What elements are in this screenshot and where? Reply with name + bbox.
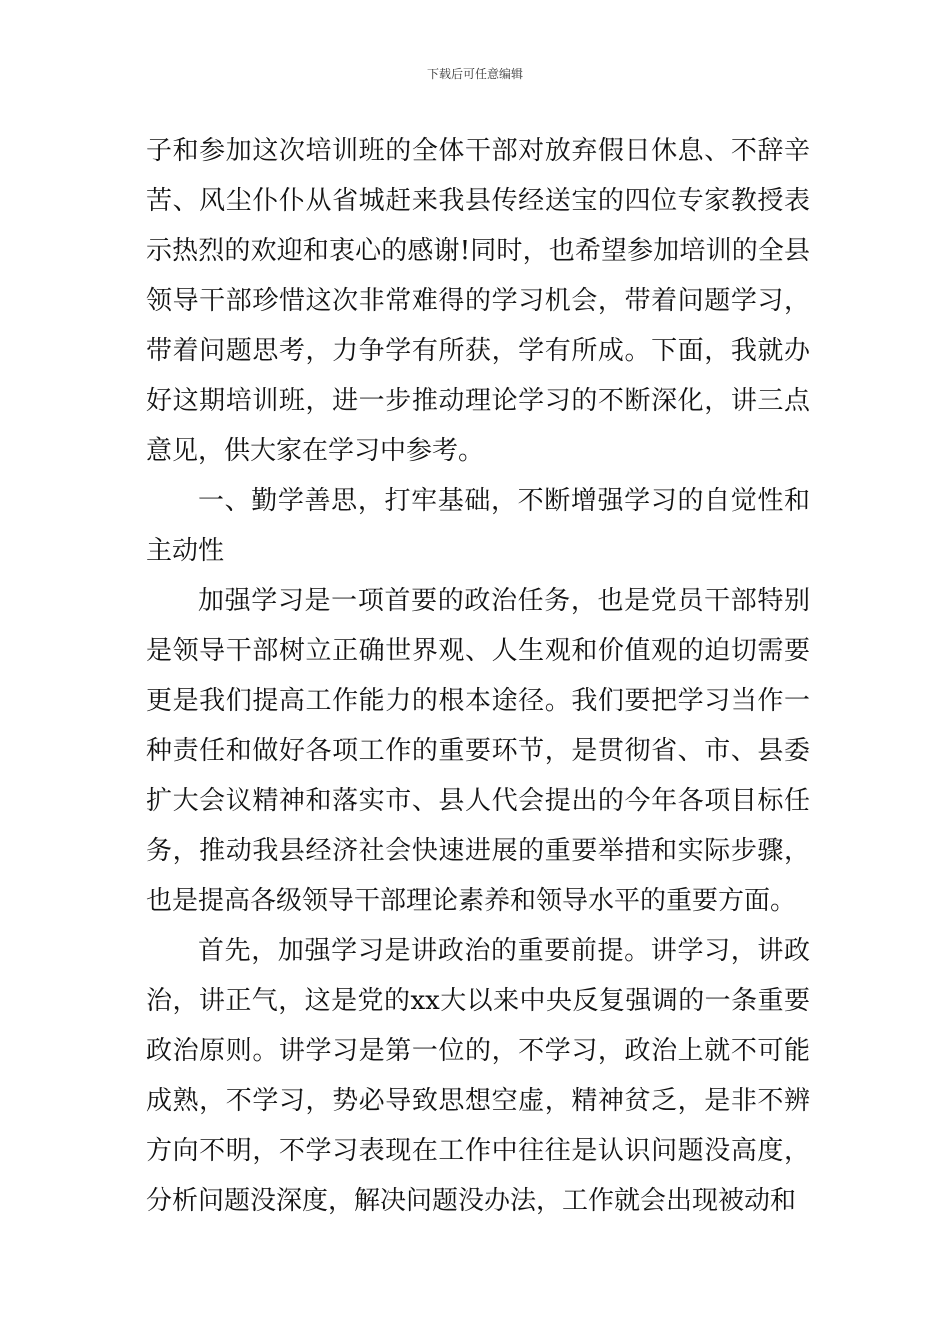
paragraph: 加强学习是一项首要的政治任务，也是党员干部特别是领导干部树立正确世界观、人生观和价值观的迫切需要更是我们提高工作能力的根本途径。我们要把学习当作一种责任和做好各项工作的重要环节，是贯彻省、市、县委扩大会议精神和落实市、县人代会提出的今年各项目标任务，推动我县经济社会快速进展的重要举措和实际步骤，也是提高各级领导干部理论素养和领导水平的重要方面。 (146, 586, 810, 916)
paragraph: 首先，加强学习是讲政治的重要前提。讲学习，讲政治，讲正气，这是党的xx大以来中央反复强调的一条重要政治原则。讲学习是第一位的，不学习，政治上就不可能成熟，不学习，势必导致思想空虚，精神贫乏，是非不辨方向不明，不学习表现在工作中往往是认识问题没高度，分析问题没深度，解决问题没办法，工作就会出现被动和 (146, 936, 810, 1216)
document-body (146, 126, 810, 1226)
paragraph: 子和参加这次培训班的全体干部对放弃假日休息、不辞辛苦、风尘仆仆从省城赶来我县传经送宝的四位专家教授表示热烈的欢迎和衷心的感谢!同时，也希望参加培训的全县领导干部珍惜这次非常难得的学习机会，带着问题学习，带着问题思考，力争学有所获，学有所成。下面，我就办好这期培训班，进一步推动理论学习的不断深化，讲三点意见，供大家在学习中参考。 (146, 136, 810, 466)
page-header: 下载后可任意编辑 (426, 67, 523, 81)
section-heading: 一、勤学善思，打牢基础，不断增强学习的自觉性和主动性 (146, 486, 810, 566)
